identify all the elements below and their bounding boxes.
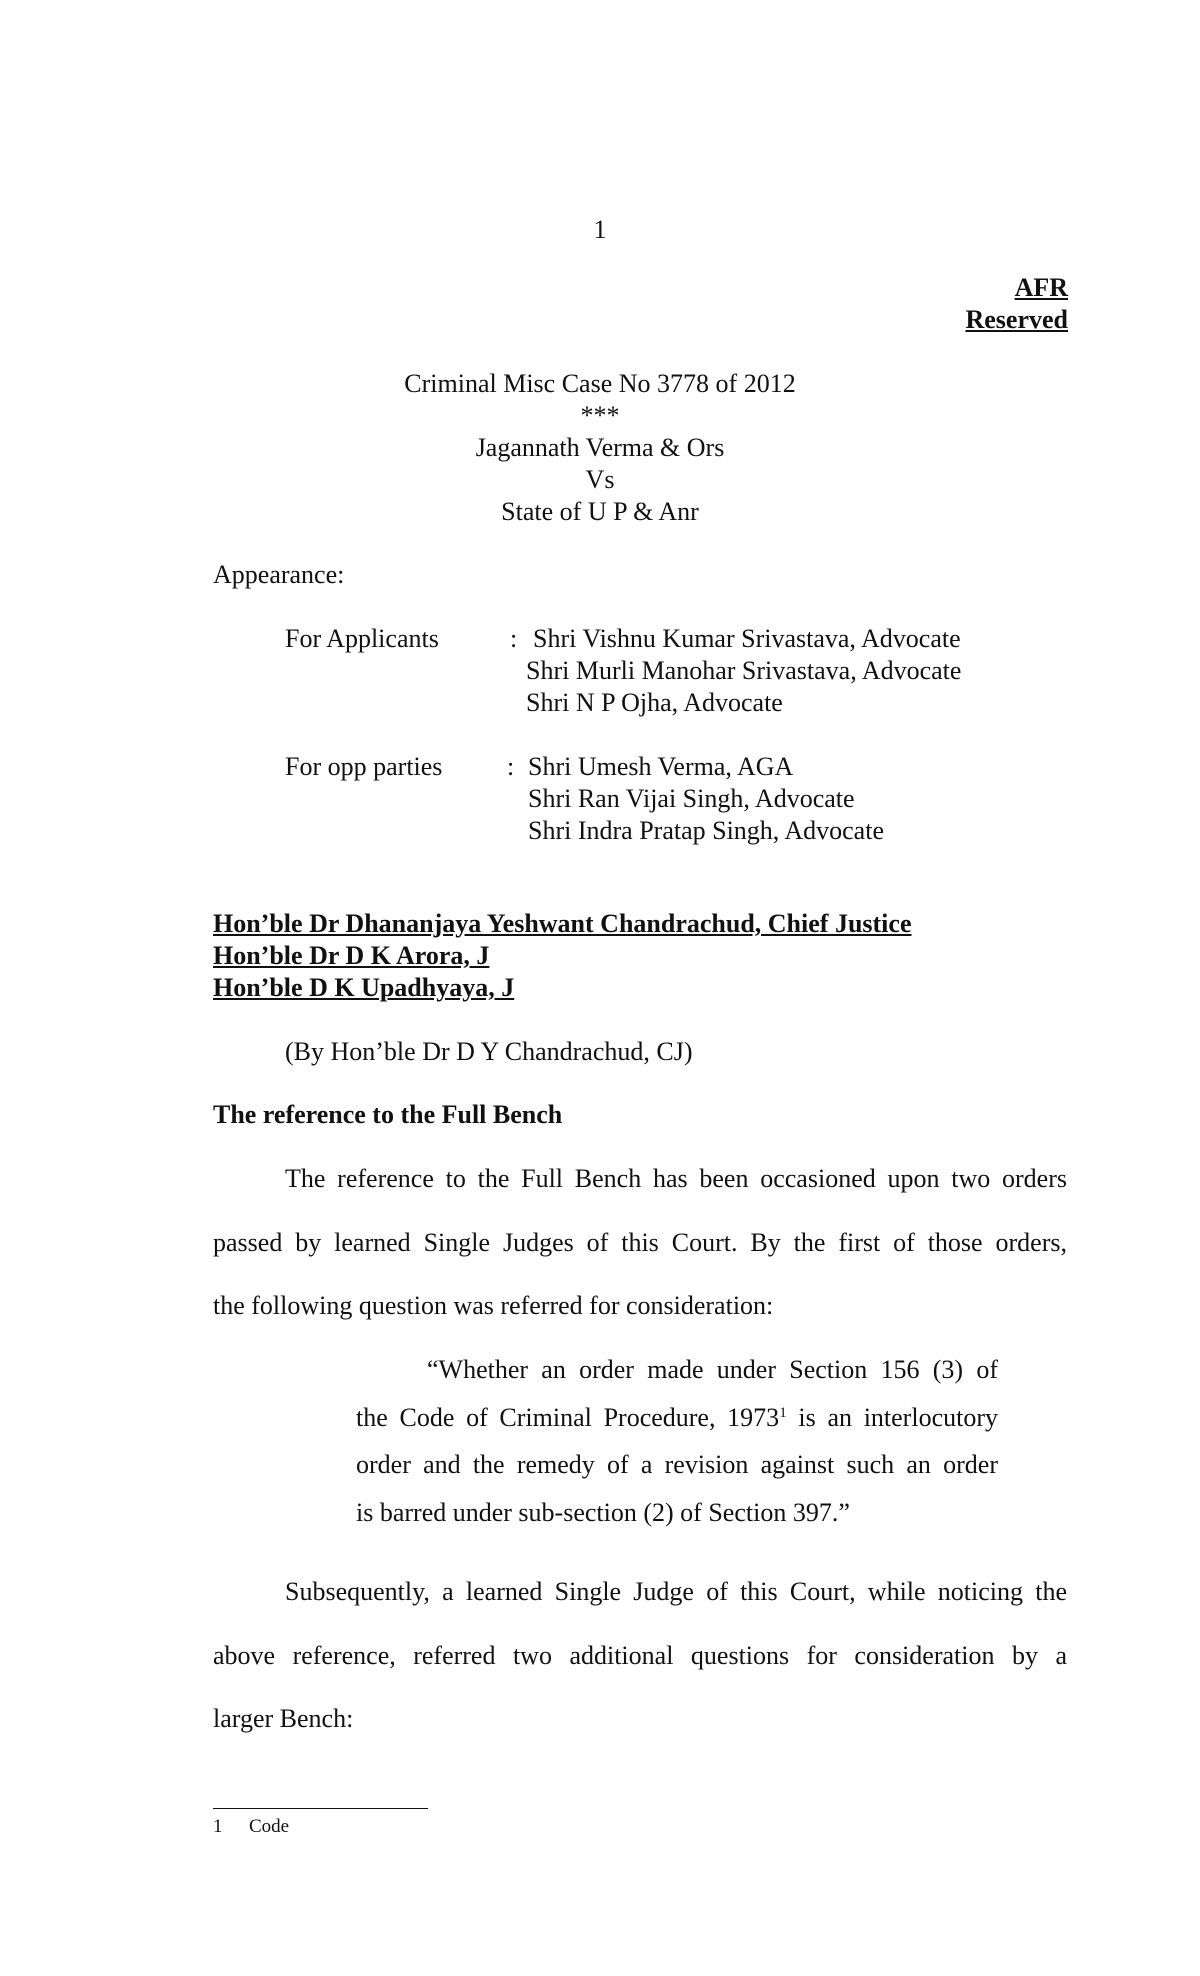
quote-line-1: “Whether an order made under Section 156 (3) of bbox=[427, 1355, 998, 1384]
applicant-counsel-3: Shri N P Ojha, Advocate bbox=[526, 688, 783, 717]
opp-parties-colon: : bbox=[507, 752, 515, 781]
quote-line-3: order and the remedy of a revision against such an order bbox=[356, 1450, 998, 1479]
section-heading: The reference to the Full Bench bbox=[213, 1100, 563, 1129]
quote-line-2-continuation: is an interlocutory bbox=[786, 1403, 998, 1432]
footnote-divider bbox=[213, 1808, 428, 1809]
appearance-heading: Appearance: bbox=[213, 560, 345, 589]
applicants-colon: : bbox=[510, 624, 518, 653]
bench-judge-1: Hon’ble Dr Dhananjaya Yeshwant Chandrachud, Chief Justice bbox=[213, 909, 912, 938]
page-number: 1 bbox=[593, 215, 607, 244]
footnote bbox=[213, 1815, 289, 1839]
opp-counsel-3: Shri Indra Pratap Singh, Advocate bbox=[528, 816, 884, 845]
footnote-number: 1 bbox=[213, 1816, 223, 1837]
case-title: Criminal Misc Case No 3778 of 2012 bbox=[404, 369, 796, 398]
paragraph-1-line-3: the following question was referred for consideration: bbox=[213, 1291, 774, 1320]
footnote-text: Code bbox=[249, 1816, 290, 1837]
versus-label: Vs bbox=[585, 465, 615, 494]
paragraph-2-line-1: Subsequently, a learned Single Judge of this Court, while noticing the bbox=[285, 1577, 1067, 1606]
paragraph-2-line-2: above reference, referred two additional questions for consideration by a bbox=[213, 1641, 1067, 1670]
applicant-counsel-1: Shri Vishnu Kumar Srivastava, Advocate bbox=[533, 624, 961, 653]
opp-counsel-1: Shri Umesh Verma, AGA bbox=[528, 752, 794, 781]
bench-judge-3: Hon’ble D K Upadhyaya, J bbox=[213, 973, 515, 1002]
quote-line-4: is barred under sub-section (2) of Section 397.” bbox=[356, 1498, 850, 1527]
applicant-counsel-2: Shri Murli Manohar Srivastava, Advocate bbox=[526, 656, 962, 685]
quote-line-2-text: the Code of Criminal Procedure, 1973 bbox=[356, 1403, 780, 1432]
case-separator: *** bbox=[580, 401, 620, 430]
respondent-name: State of U P & Anr bbox=[501, 497, 699, 526]
paragraph-1-line-2: passed by learned Single Judges of this Court. By the first of those orders, bbox=[213, 1228, 1067, 1257]
authored-by: (By Hon’ble Dr D Y Chandrachud, CJ) bbox=[285, 1037, 693, 1066]
afr-label: AFR bbox=[1014, 273, 1068, 302]
opp-counsel-2: Shri Ran Vijai Singh, Advocate bbox=[528, 784, 855, 813]
opp-parties-label: For opp parties bbox=[285, 752, 443, 781]
bench-judge-2: Hon’ble Dr D K Arora, J bbox=[213, 941, 490, 970]
paragraph-2-line-3: larger Bench: bbox=[213, 1704, 354, 1733]
petitioner-name: Jagannath Verma & Ors bbox=[475, 433, 725, 462]
reserved-label: Reserved bbox=[965, 305, 1068, 334]
quote-line-2 bbox=[356, 1402, 998, 1434]
applicants-label: For Applicants bbox=[285, 624, 439, 653]
paragraph-1-line-1: The reference to the Full Bench has been occasioned upon two orders bbox=[285, 1164, 1067, 1193]
footnote-reference: 1 bbox=[779, 1405, 787, 1421]
